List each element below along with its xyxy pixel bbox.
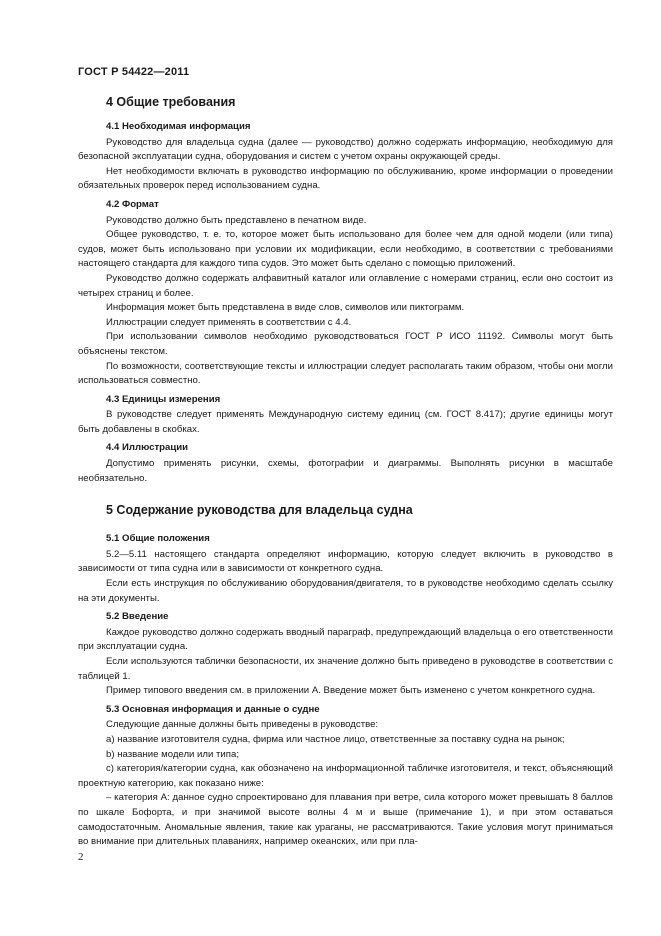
subsection-5-3-title: 5.3 Основная информация и данные о судне bbox=[106, 703, 320, 715]
paragraph: Общее руководство, т. е. то, которое может быть использовано для более чем для одной модели (или типа) судов, может быть использовано при условии их модификации, если необходимо, в соответствии с требованиями настоящего стандарта для каждого типа судов. Это может быть сделано с помощью приложений. bbox=[78, 229, 613, 270]
document-code: ГОСТ Р 54422—2011 bbox=[78, 66, 190, 78]
paragraph: При использовании символов необходимо руководствоваться ГОСТ Р ИСО 11192. Символы могут быть объяснены текстом. bbox=[78, 331, 613, 357]
paragraph: В руководстве следует применять Международную систему единиц (см. ГОСТ 8.417); другие единицы могут быть добавлены в скобках. bbox=[78, 409, 613, 435]
paragraph: По возможности, соответствующие тексты и иллюстрации следует располагать таким образом, чтобы они могли использоваться совместно. bbox=[78, 360, 613, 387]
subsection-5-1-title: 5.1 Общие положения bbox=[106, 533, 210, 545]
paragraph: 5.2—5.11 настоящего стандарта определяют информацию, которую следует включить в руководство в зависимости от типа судна или в зависимости от конкретного судна. bbox=[78, 548, 613, 575]
paragraph: Нет необходимости включать в руководство информацию по обслуживанию, кроме информации о проведении обязательных проверок перед использованием судна. bbox=[78, 165, 613, 192]
list-item: а) название изготовителя судна, фирма или частное лицо, ответственные за поставку судна на рынок; bbox=[106, 733, 565, 745]
paragraph: Каждое руководство должно содержать вводный параграф, предупреждающий владельца о его ответственности при эксплуатации судна. bbox=[78, 626, 613, 653]
subsection-4-4-title: 4.4 Иллюстрации bbox=[106, 442, 189, 454]
paragraph: Если есть инструкция по обслуживанию оборудования/двигателя, то в руководстве необходимо сделать ссылку на эти документы. bbox=[78, 578, 613, 604]
paragraph: Иллюстрации следует применять в соответствии с 4.4. bbox=[106, 316, 352, 328]
page-content bbox=[78, 86, 613, 850]
dash-list-item: – категория А: данное судно спроектировано для плавания при ветре, сила которого может превышать 8 баллов по шкале Бофорта, и при значимой высоте волны 4 м и выше (примечание 1), и при этом оставаться самодостаточным. Аномальные явления, такие как ураганы, не рассматриваются. Такие условия могут приниматься во внимание при длительных плаваниях, например океанских, или при пла- bbox=[78, 792, 613, 848]
list-item: с) категория/категории судна, как обозначено на информационной табличке изготовителя, и текст, объясняющий проектную категорию, как показано ниже: bbox=[78, 763, 613, 789]
list-item: b) название модели или типа; bbox=[106, 748, 239, 760]
paragraph: Руководство должно содержать алфавитный каталог или оглавление с номерами страниц, если оно состоит из четырех страниц и более. bbox=[78, 272, 613, 299]
paragraph: Информация может быть представлена в виде слов, символов или пиктограмм. bbox=[106, 302, 465, 314]
subsection-4-3-title: 4.3 Единицы измерения bbox=[106, 393, 221, 405]
page-number: 2 bbox=[78, 851, 84, 863]
section-5-heading: 5 Содержание руководства для владельца судна bbox=[106, 503, 413, 518]
paragraph: Руководство для владельца судна (далее — руководство) должно содержать информацию, необходимую для безопасной эксплуатации судна, оборудования и систем с учетом охраны окружающей среды. bbox=[78, 136, 613, 163]
section-4-heading: 4 Общие требования bbox=[106, 95, 236, 109]
paragraph: Руководство должно быть представлено в печатном виде. bbox=[106, 214, 367, 226]
subsection-4-2-title: 4.2 Формат bbox=[106, 198, 159, 210]
subsection-4-1-title: 4.1 Необходимая информация bbox=[106, 121, 251, 132]
subsection-5-2-title: 5.2 Введение bbox=[106, 611, 169, 623]
paragraph: Следующие данные должны быть приведены в руководстве: bbox=[106, 719, 379, 731]
paragraph: Если используются таблички безопасности, их значение должно быть приведено в руководстве в соответствии с таблицей 1. bbox=[78, 656, 613, 682]
paragraph: Допустимо применять рисунки, схемы, фотографии и диаграммы. Выполнять рисунки в масштабе необязательно. bbox=[78, 458, 613, 484]
paragraph: Пример типового введения см. в приложении А. Введение может быть изменено с учетом конкретного судна. bbox=[106, 685, 596, 697]
